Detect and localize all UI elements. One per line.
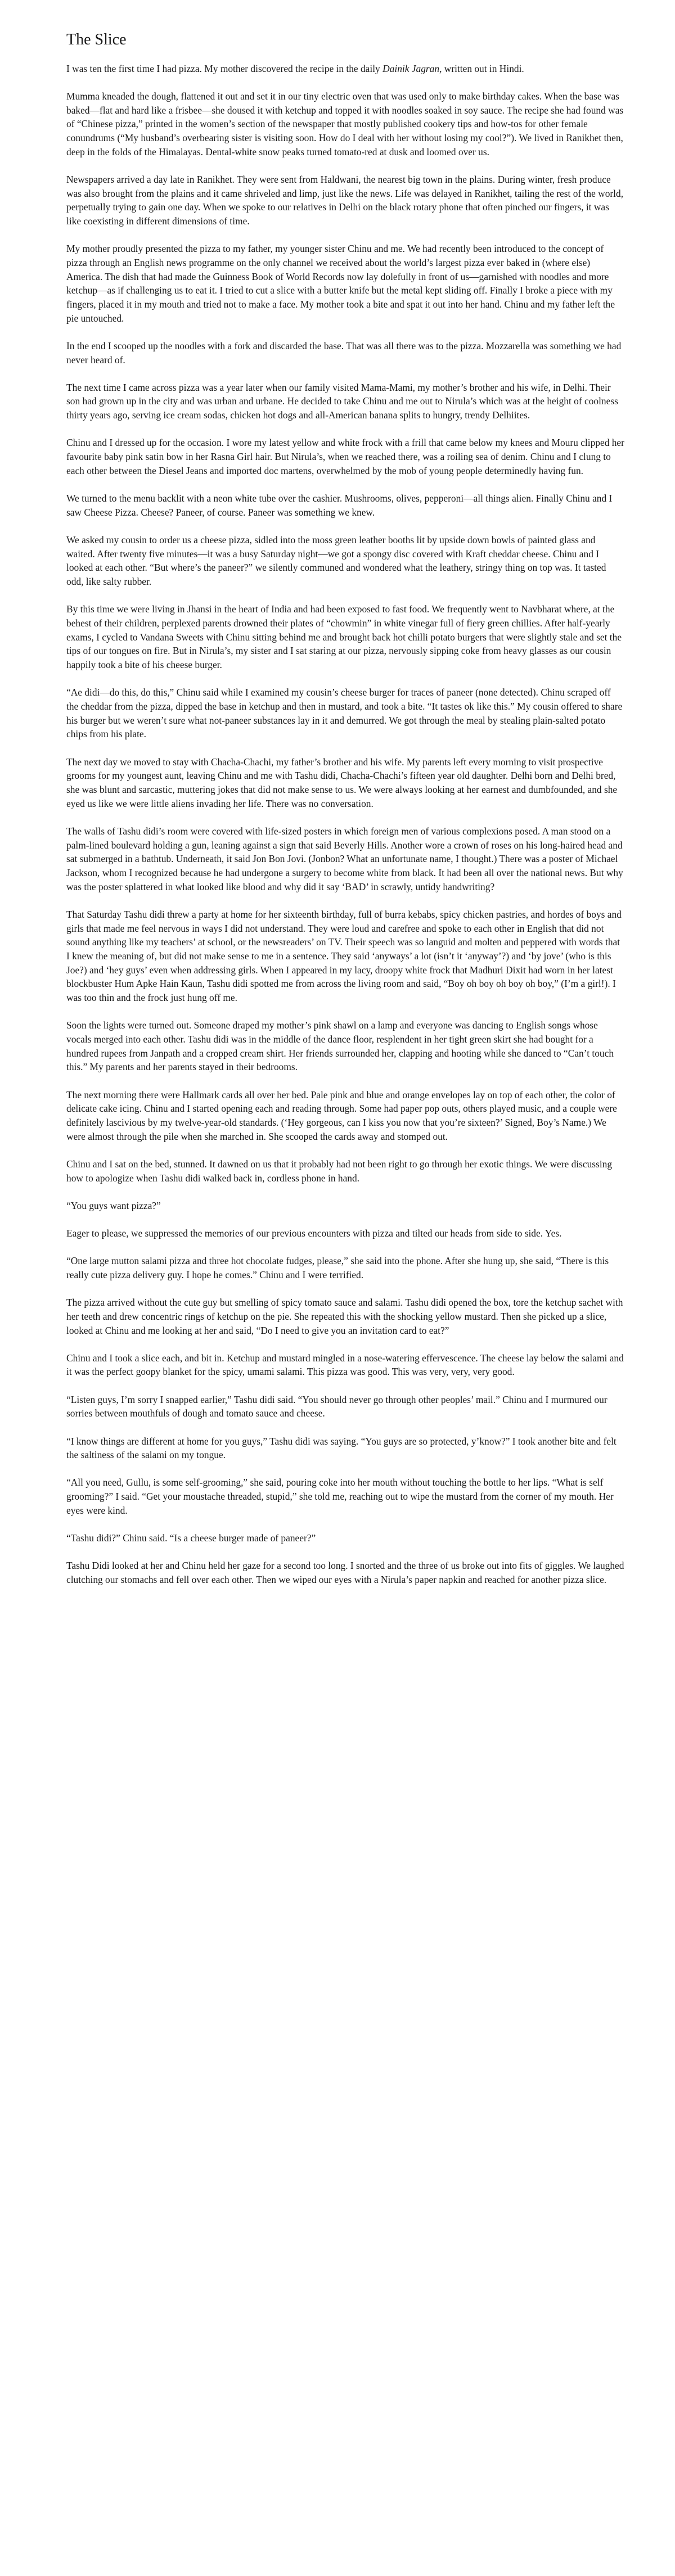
paragraph-25: “All you need, Gullu, is some self-grooming,” she said, pouring coke into her mouth without touching the bottle to her lips. “What is self grooming?” I said. “Get your moustache threaded, stupid,” she told me, reaching out to wipe the mustard from the corner of my mouth. Her eyes were kind. (66, 1477, 614, 1516)
paragraph-12: The next day we moved to stay with Chacha-Chachi, my father’s brother and his wife. My parents left every morning to visit prospective grooms for my youngest aunt, leaving Chinu and me with Tashu didi, Chacha-Chachi’s fifteen year old daughter. Delhi born and Delhi bred, she was blunt and sarcastic, muttering jokes that did not make sense to us. We were always looking at her earnest and dumbfounded, and she eyed us like we were little aliens invading her life. There was no conversation. (66, 756, 618, 809)
paragraph-1-text: I was ten the first time I had pizza. My mother discovered the recipe in the daily (66, 62, 383, 74)
paragraph-9: We asked my cousin to order us a cheese pizza, sidled into the moss green leather booths lit by upside down bowls of painted glass and waited. After twenty five minutes—it was a busy Saturday night—we got a spongy disc covered with Kraft cheddar cheese. Chinu and I looked at each other. “But where’s the paneer?” we silently communed and wondered what the leathery, stringy thing on top was. It tasted odd, like salty rubber. (66, 534, 606, 587)
paragraph-24: “I know things are different at home for you guys,” Tashu didi was saying. “You guys are so protected, y’know?” I took another bite and felt the saltiness of the salami on my tongue. (66, 1435, 616, 1461)
paragraph-5: In the end I scooped up the noodles with a fork and discarded the base. That was all there was to the pizza. Mozzarella was something we had never heard of. (66, 340, 622, 366)
paragraph-1 (66, 62, 624, 76)
newspaper-name: Dainik Jagran (382, 62, 440, 74)
paragraph-18: “You guys want pizza?” (66, 1199, 161, 1211)
paragraph-27: Tashu Didi looked at her and Chinu held her gaze for a second too long. I snorted and the three of us broke out into fits of giggles. We laughed clutching our stomachs and fell over each other. Then we wiped our eyes with a Nirula’s paper napkin and reached for another pizza slice. (66, 1560, 624, 1585)
paragraph-4: My mother proudly presented the pizza to my father, my younger sister Chinu and me. We had recently been introduced to the concept of pizza through an English news programme on the only channel we received about the world’s largest pizza ever baked in (where else) America. The dish that had made the Guinness Book of World Records now lay dolefully in front of us—garnished with noodles and more ketchup—as if challenging us to eat it. I tried to cut a slice with a butter knife but the metal kept sliding off. Finally I broke a piece with my fingers, placed it in my mouth and tried not to make a face. My mother took a bite and spat it out into her hand. Chinu and my father left the pie untouched. (66, 243, 615, 324)
paragraph-3: Newspapers arrived a day late in Ranikhet. They were sent from Haldwani, the nearest big town in the plains. During winter, fresh produce was also brought from the plains and it came shriveled and limp, just like the news. Life was delayed in Ranikhet, tailing the rest of the world, perpetually trying to gain one day. When we spoke to our relatives in Delhi on the black rotary phone that often pinched our fingers, it was like coexisting in different dimensions of time. (66, 173, 624, 227)
paragraph-10: By this time we were living in Jhansi in the heart of India and had been exposed to fast food. We frequently went to Navbharat where, at the behest of their children, perplexed parents drowned their plates of “chowmin” in white vinegar full of fiery green chillies. After half-yearly exams, I cycled to Vandana Sweets with Chinu sitting behind me and brought back hot chilli potato burgers that were slightly stale and set the tips of our tongues on fire. But in Nirula’s, my sister and I sat staring at our pizza, nervously sipping coke from heavy glasses as our cousin happily took a bite of his cheese burger. (66, 603, 622, 670)
paragraph-20: “One large mutton salami pizza and three hot chocolate fudges, please,” she said into the phone. After she hung up, she said, “There is this really cute pizza delivery guy. I hope he comes.” Chinu and I were terrified. (66, 1255, 609, 1280)
paragraph-19: Eager to please, we suppressed the memories of our previous encounters with pizza and tilted our heads from side to side. Yes. (66, 1228, 562, 1239)
paragraph-6: The next time I came across pizza was a year later when our family visited Mama-Mami, my mother’s brother and his wife, in Delhi. Their son had grown up in the city and was urban and urbane. He decided to take Chinu and me out to Nirula’s which was at the height of coolness thirty years ago, serving ice cream sodas, chicken hot dogs and all-American banana splits to hungry, trendy Delhiites. (66, 381, 618, 421)
paragraph-15: Soon the lights were turned out. Someone draped my mother’s pink shawl on a lamp and everyone was dancing to English songs whose vocals merged into each other. Tashu didi was in the middle of the dance floor, resplendent in her tight green skirt she had bought for a hundred rupees from Janpath and a cropped cream shirt. Her friends surrounded her, clapping and hooting while she danced to “Can’t touch this.” My parents and her parents stayed in their bedrooms. (66, 1019, 614, 1073)
paragraph-16: The next morning there were Hallmark cards all over her bed. Pale pink and blue and orange envelopes lay on top of each other, the color of delicate cake icing. Chinu and I started opening each and reading through. Some had paper pop outs, others played music, and a couple were definitely lascivious by my twelve-year-old standards. (‘Hey gorgeous, can I kiss you now that you’re sixteen?’ Signed, Boy’s Name.) We were almost through the pile when she marched in. She scooped the cards away and stomped out. (66, 1089, 617, 1142)
paragraph-26: “Tashu didi?” Chinu said. “Is a cheese burger made of paneer?” (66, 1532, 316, 1544)
paragraph-7: Chinu and I dressed up for the occasion. I wore my latest yellow and white frock with a frill that came below my knees and Mouru clipped her favourite baby pink satin bow in her Rasna Girl hair. But Nirula’s, when we reached there, was a roiling sea of denim. Chinu and I clung to each other between the Diesel Jeans and imported doc martens, overwhelmed by the mob of young people determinedly having fun. (66, 437, 624, 476)
paragraph-23: “Listen guys, I’m sorry I snapped earlier,” Tashu didi said. “You should never go through other peoples’ mail.” Chinu and I murmured our sorries between mouthfuls of dough and tomato sauce and cheese. (66, 1393, 608, 1419)
paragraph-22: Chinu and I took a slice each, and bit in. Ketchup and mustard mingled in a nose-watering effervescence. The cheese lay below the salami and it was the perfect goopy blanket for the spicy, umami salami. This pizza was good. This was very, very, very good. (66, 1352, 624, 1378)
paragraph-11: “Ae didi—do this, do this,” Chinu said while I examined my cousin’s cheese burger for traces of paneer (none detected). Chinu scraped off the cheddar from the pizza, dipped the base in ketchup and then in mustard, and took a bite. “It tastes ok like this.” My cousin offered to share his burger but we weren’t sure what not-paneer substances lay in it and demurred. We got through the meal by stealing plain-salted potato chips from his plate. (66, 687, 623, 740)
paragraph-2: Mumma kneaded the dough, flattened it out and set it in our tiny electric oven that was used only to make birthday cakes. When the base was baked—flat and hard like a frisbee—she doused it with ketchup and topped it with noodles soaked in soy sauce. The recipe she had found was of “Chinese pizza,” printed in the women’s section of the newspaper that mostly published cookery tips and how-tos for other female conundrums (“My husband’s overbearing sister is visiting soon. How do I deal with her without losing my cool?”). We lived in Ranikhet then, deep in the folds of the Himalayas. Dental-white snow peaks turned tomato-red at dusk and loomed over us. (66, 90, 624, 157)
paragraph-13: The walls of Tashu didi’s room were covered with life-sized posters in which foreign men of various complexions posed. A man stood on a palm-lined boulevard holding a gun, leaning against a sign that said Beverly Hills. Another wore a crown of roses on his long-haired head and sat submerged in a bathtub. Underneath, it said Jon Bon Jovi. (Jonbon? What an unfortunate name, I thought.) There was a poster of Michael Jackson, whom I recognized because he had undergone a surgery to become white from black. It had been all over the national news. But why was the poster splattered in what looked like blood and why did it say ‘BAD’ in scrawly, untidy handwriting? (66, 825, 623, 892)
paragraph-17: Chinu and I sat on the bed, stunned. It dawned on us that it probably had not been right to go through her exotic things. We were discussing how to apologize when Tashu didi walked back in, cordless phone in hand. (66, 1158, 613, 1184)
article-title: The Slice (66, 31, 127, 48)
paragraph-1-tail: , written out in Hindi. (439, 62, 524, 74)
paragraph-14: That Saturday Tashu didi threw a party at home for her sixteenth birthday, full of burra kebabs, spicy chicken pastries, and hordes of boys and girls that made me feel nervous in ways I did not understand. They were loud and carefree and spoke to each other in English that did not sound anything like my teachers’ at school, or the newsreaders’ on TV. Their speech was so languid and molten and peppered with words that I knew the meaning of, but did not make sense to me in a sentence. They said ‘anyways’ a lot (isn’t it ‘anyway’?) and ‘by jove’ (who is this Joe?) and ‘hey guys’ even when addressing girls. When I appeared in my lacy, droopy white frock that Madhuri Dixit had worn in her latest blockbuster Hum Apke Hain Kaun, Tashu didi spotted me from across the living room and said, “Boy oh boy oh boy oh boy,” (I’m a girl!). I was too thin and the frock just hung off me. (66, 908, 622, 1004)
paragraph-8: We turned to the menu backlit with a neon white tube over the cashier. Mushrooms, olives, pepperoni—all things alien. Finally Chinu and I saw Cheese Pizza. Cheese? Paneer, of course. Paneer was something we knew. (66, 492, 613, 518)
paragraph-21: The pizza arrived without the cute guy but smelling of spicy tomato sauce and salami. Tashu didi opened the box, tore the ketchup sachet with her teeth and drew concentric rings of ketchup on the pie. She repeated this with the shocking yellow mustard. Then she picked up a slice, looked at Chinu and me looking at her and said, “Do I need to give you an invitation card to eat?” (66, 1297, 623, 1336)
